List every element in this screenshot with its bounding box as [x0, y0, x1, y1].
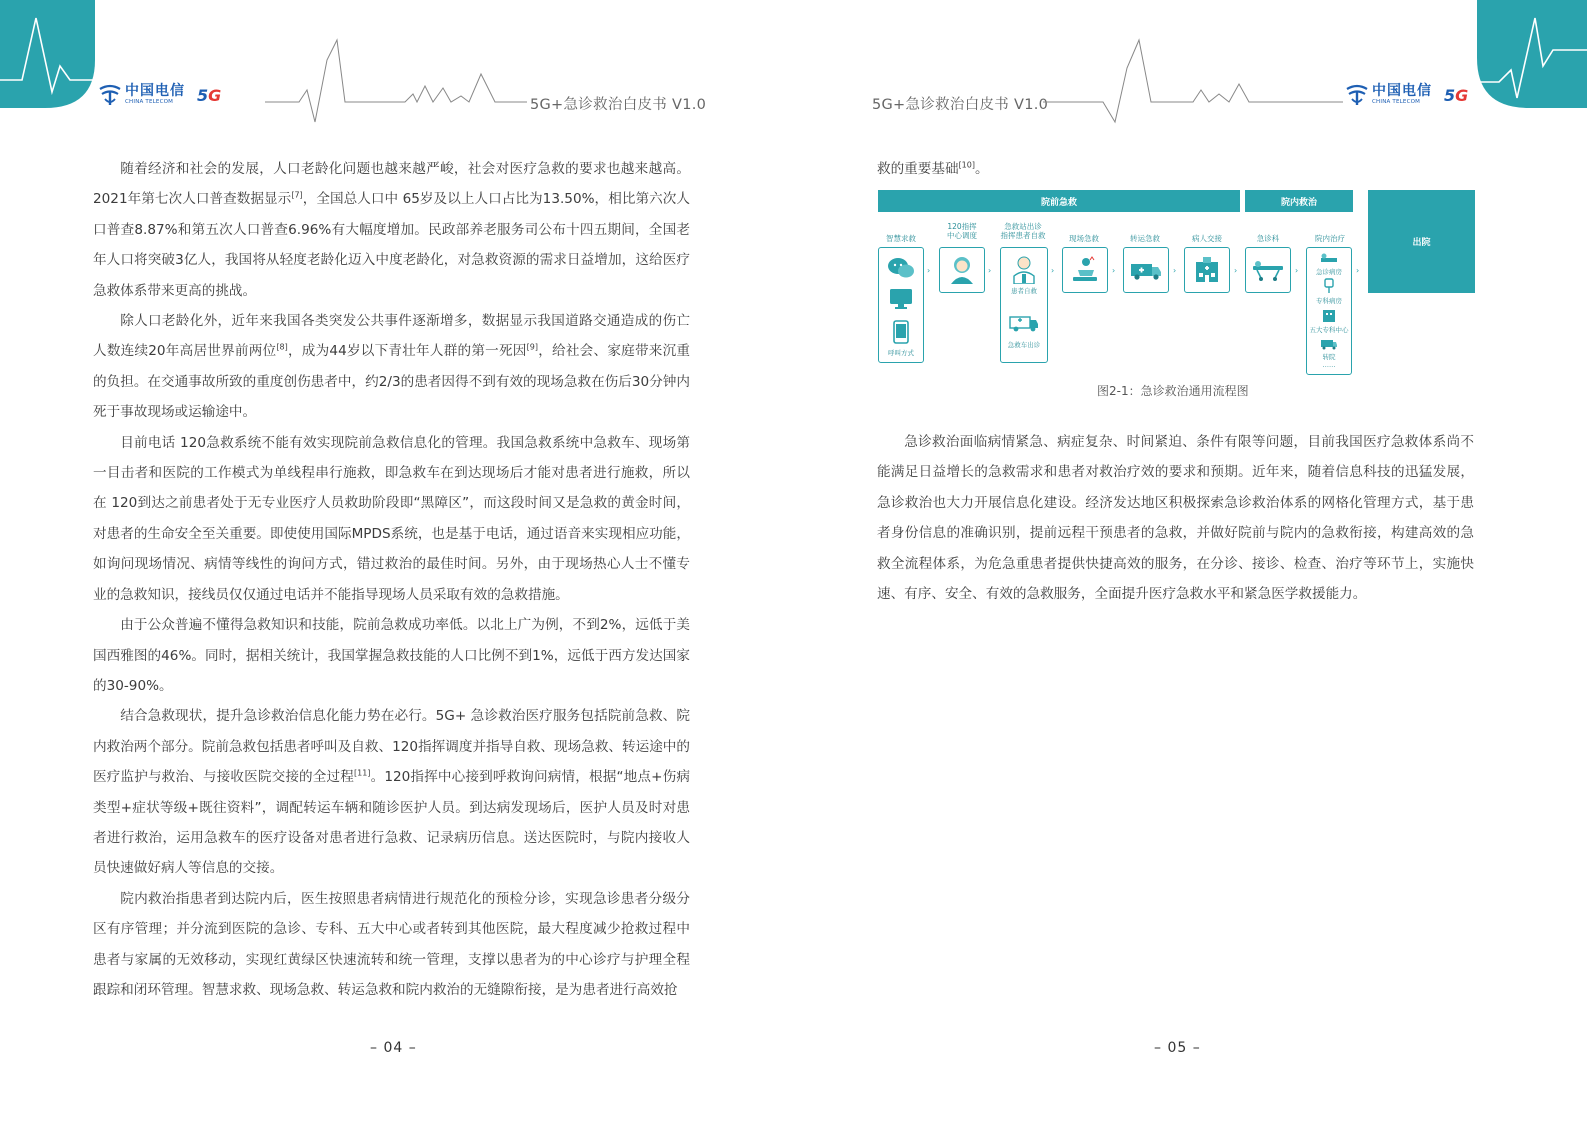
- left-paragraph-3: [93, 428, 690, 610]
- citation: [9]: [526, 342, 538, 352]
- logo-chinese-name: 中国电信: [1372, 83, 1432, 100]
- citation: [11]: [354, 768, 371, 778]
- right-first-line: [877, 154, 1474, 184]
- logo-english-name: CHINA TELECOM: [125, 99, 174, 106]
- step-box-handover: [1184, 247, 1230, 293]
- page-number-left: – 04 –: [370, 1040, 417, 1056]
- paragraph-text: 结合急救现状，提升急诊救治信息化能力势在必行。5G+ 急诊救治医疗服务包括院前急救、院内救治两个部分。院前急救包括患者呼叫及自救、120指挥调度并指导自救、现场急救、转运途中的医疗监护与救治、与接收医院交接的全过程: [93, 708, 690, 786]
- paragraph-text: 除人口老龄化外，近年来我国各类突发公共事件逐渐增多，数据显示我国道路交通造成的伤亡人数连续20年高居世界前两位: [93, 313, 690, 360]
- more-dots: ……: [1322, 361, 1336, 369]
- left-paragraph-5: [93, 701, 690, 883]
- first-line-end: 。: [974, 161, 989, 177]
- ambulance-icon: [1130, 260, 1162, 282]
- step-label-5: 转运急救: [1130, 234, 1160, 243]
- sub-ambulance-out: 急救车出诊: [1007, 341, 1041, 349]
- sub-transfer: 转院: [1322, 353, 1336, 361]
- step-label-6: 病人交接: [1192, 234, 1222, 243]
- logo-5g: 5G: [1444, 85, 1469, 105]
- phone-icon: [893, 320, 909, 344]
- operator-icon: [949, 254, 975, 284]
- arrow-icon: ›: [1112, 266, 1116, 275]
- figure-caption: 图2-1：急诊救治通用流程图: [1097, 384, 1249, 398]
- section-bar-prehospital: 院前急救: [878, 190, 1240, 212]
- hospital-icon: [1193, 256, 1221, 284]
- telecom-logo-icon: [97, 83, 123, 107]
- arrow-icon: ›: [1051, 266, 1055, 275]
- section-bar-inhospital: 院内救治: [1245, 190, 1353, 212]
- page-number-right: – 05 –: [1154, 1040, 1201, 1056]
- arrow-icon: ›: [927, 266, 931, 275]
- step-label-8: 院内治疗: [1315, 234, 1345, 243]
- step-box-smart-call: [878, 247, 924, 363]
- step-box-station-dispatch: [1000, 247, 1048, 363]
- left-paragraph-4: [93, 610, 690, 701]
- paragraph-text: ，成为44岁以下青壮年人群的第一死因: [287, 343, 527, 360]
- discharge-box: 出院: [1368, 190, 1475, 293]
- paragraph-text: 由于公众普遍不懂得急救知识和技能，院前急救成功率低。以北上广为例，不到2%，远低于美国西雅图的46%。同时，据相关统计，我国掌握急救技能的人口比例不到1%，远低于西方发达国家的30-90%。: [93, 617, 690, 694]
- wechat-icon: [887, 256, 915, 280]
- corner-decoration-right: [1477, 0, 1587, 115]
- step-box-emergency-dept: [1245, 247, 1291, 293]
- paragraph-text: 目前电话 120急救系统不能有效实现院前急救信息化的管理。我国急救系统中急救车、现场第一目击者和医院的工作模式为单线程串行施救，即急救车在到达现场后才能对患者进行施救，所以在 120到达之前患者处于无专业医疗人员救助阶段即“黑障区”，而这段时间又是急救的黄金时间，对患者的生命安全至关重要。即使使用国际MPDS系统，也是基于电话，通过语音来实现相应功能，如询问现场情况、病情等线性的询问方式，错过救治的最佳时间。另外，由于现场热心人士不懂专业的急救知识，接线员仅仅通过电话并不能指导现场人员采取有效的急救措施。: [93, 434, 690, 603]
- left-paragraph-6: [93, 884, 690, 1006]
- building-icon: [1321, 307, 1337, 323]
- sub-five-centers: 五大专科中心: [1309, 326, 1349, 334]
- paragraph-text: ，给社会、家庭带来沉重的负担。在交通事故所致的重度创伤患者中，约2/3的患者因得不到有效的现场急救在伤后30分钟内死于事故现场或运输途中。: [93, 343, 691, 421]
- logo-5g: 5G: [197, 85, 222, 105]
- citation: [7]: [291, 190, 303, 200]
- sub-emergency-ward: 急诊病房: [1316, 268, 1342, 276]
- step-box-transport: [1123, 247, 1169, 293]
- arrow-icon: ›: [1173, 266, 1177, 275]
- first-line-text: 救的重要基础: [877, 161, 959, 177]
- ward-bed-icon: [1319, 252, 1339, 266]
- monitor-icon: [889, 288, 913, 310]
- left-body-text: [93, 154, 690, 1005]
- header-title-left: 5G+急诊救治白皮书 V1.0: [530, 97, 707, 113]
- logo-chinese-name: 中国电信: [125, 83, 185, 100]
- sub-call-methods: 呼叫方式: [888, 349, 914, 357]
- paragraph-text: 随着经济和社会的发展，人口老龄化问题也越来越严峻，社会对医疗急救的要求也越来越高。2021年第七次人口普查数据显示: [93, 161, 690, 208]
- china-telecom-logo-right: [1344, 83, 1468, 107]
- step-box-inhospital-treatment: [1306, 247, 1352, 375]
- telecom-logo-icon: [1344, 83, 1370, 107]
- step-label-4: 现场急救: [1069, 234, 1099, 243]
- left-paragraph-2: [93, 306, 690, 428]
- right-body-text: [877, 427, 1474, 609]
- arrow-icon: ›: [1295, 266, 1299, 275]
- corner-decoration-left: [0, 0, 95, 115]
- paragraph-text: 院内救治指患者到达院内后，医生按照患者病情进行规范化的预检分诊，实现急诊患者分级分区有序管理；并分流到医院的急诊、专科、五大中心或者转到其他医院，最大程度减少抢救过程中患者与家属的无效移动，实现红黄绿区快速流转和统一管理，支撑以患者为的中心诊疗与护理全程跟踪和闭环管理。智慧求救、现场急救、转运急救和院内救治的无缝隙衔接，是为患者进行高效抢: [93, 890, 690, 998]
- left-page: [0, 0, 793, 1122]
- step-label-2: 120指挥 中心调度: [947, 222, 977, 240]
- step-box-onsite-rescue: [1062, 247, 1108, 293]
- left-paragraph-1: [93, 154, 690, 306]
- arrow-icon: ›: [988, 266, 992, 275]
- citation-10: [10]: [958, 160, 975, 170]
- step-label-7: 急诊科: [1256, 234, 1280, 243]
- step-label-1: 智慧求救: [886, 234, 916, 243]
- doctor-icon: [1011, 254, 1037, 284]
- transfer-ambulance-icon: [1320, 338, 1338, 350]
- stretcher-icon: [1251, 260, 1285, 282]
- logo-english-name: CHINA TELECOM: [1372, 99, 1421, 106]
- citation: [8]: [276, 342, 288, 352]
- emergency-flow-diagram: [878, 190, 1475, 380]
- china-telecom-logo: [97, 83, 221, 107]
- arrow-icon: ›: [1356, 266, 1360, 275]
- step-label-3: 急救站出诊 指挥患者自救: [1000, 222, 1046, 240]
- iv-drip-icon: [1322, 278, 1336, 294]
- sub-self-rescue: 患者自救: [1011, 287, 1037, 295]
- header-title-right: 5G+急诊救治白皮书 V1.0: [872, 97, 1049, 113]
- onsite-rescue-icon: [1070, 256, 1100, 284]
- paragraph-text: ，全国总人口中 65岁及以上人口占比为13.50%，相比第六次人口普查8.87%和第五次人口普查6.96%有大幅度增加。民政部养老服务司公布十四五期间，全国老年人口将突破3亿人，我国将从轻度老龄化迈入中度老龄化，对急救资源的需求日益增加，这给医疗急救体系带来更高的挑战。: [93, 191, 690, 299]
- right-paragraph: 急诊救治面临病情紧急、病症复杂、时间紧迫、条件有限等问题，目前我国医疗急救体系尚不能满足日益增长的急救需求和患者对救治疗效的要求和预期。近年来，随着信息科技的迅猛发展，急诊救治也大力开展信息化建设。经济发达地区积极探索急诊救治体系的网格化管理方式，基于患者身份信息的准确识别，提前远程干预患者的急救，并做好院前与院内的急救衔接，构建高效的急救全流程体系，为危急重患者提供快捷高效的服务，在分诊、接诊、检查、治疗等环节上，实施快速、有序、安全、有效的急救服务，全面提升医疗急救水平和紧急医学救援能力。: [877, 434, 1474, 603]
- heartbeat-line-left: [265, 38, 527, 128]
- paragraph-text: 。120指挥中心接到呼救询问病情，根据“地点+伤病类型+症状等级+既往资料”，调配转运车辆和随诊医护人员。到达病发现场后，医护人员及时对患者进行救治，运用急救车的医疗设备对患者进行急救、记录病历信息。送达医院时，与院内接收人员快速做好病人等信息的交接。: [93, 769, 690, 877]
- heartbeat-line-right: [1043, 38, 1343, 128]
- sub-specialty-ward: 专科病房: [1316, 297, 1342, 305]
- ambulance-icon: [1009, 313, 1039, 333]
- right-page: [793, 0, 1587, 1122]
- step-box-120-dispatch: [939, 247, 985, 293]
- arrow-icon: ›: [1234, 266, 1238, 275]
